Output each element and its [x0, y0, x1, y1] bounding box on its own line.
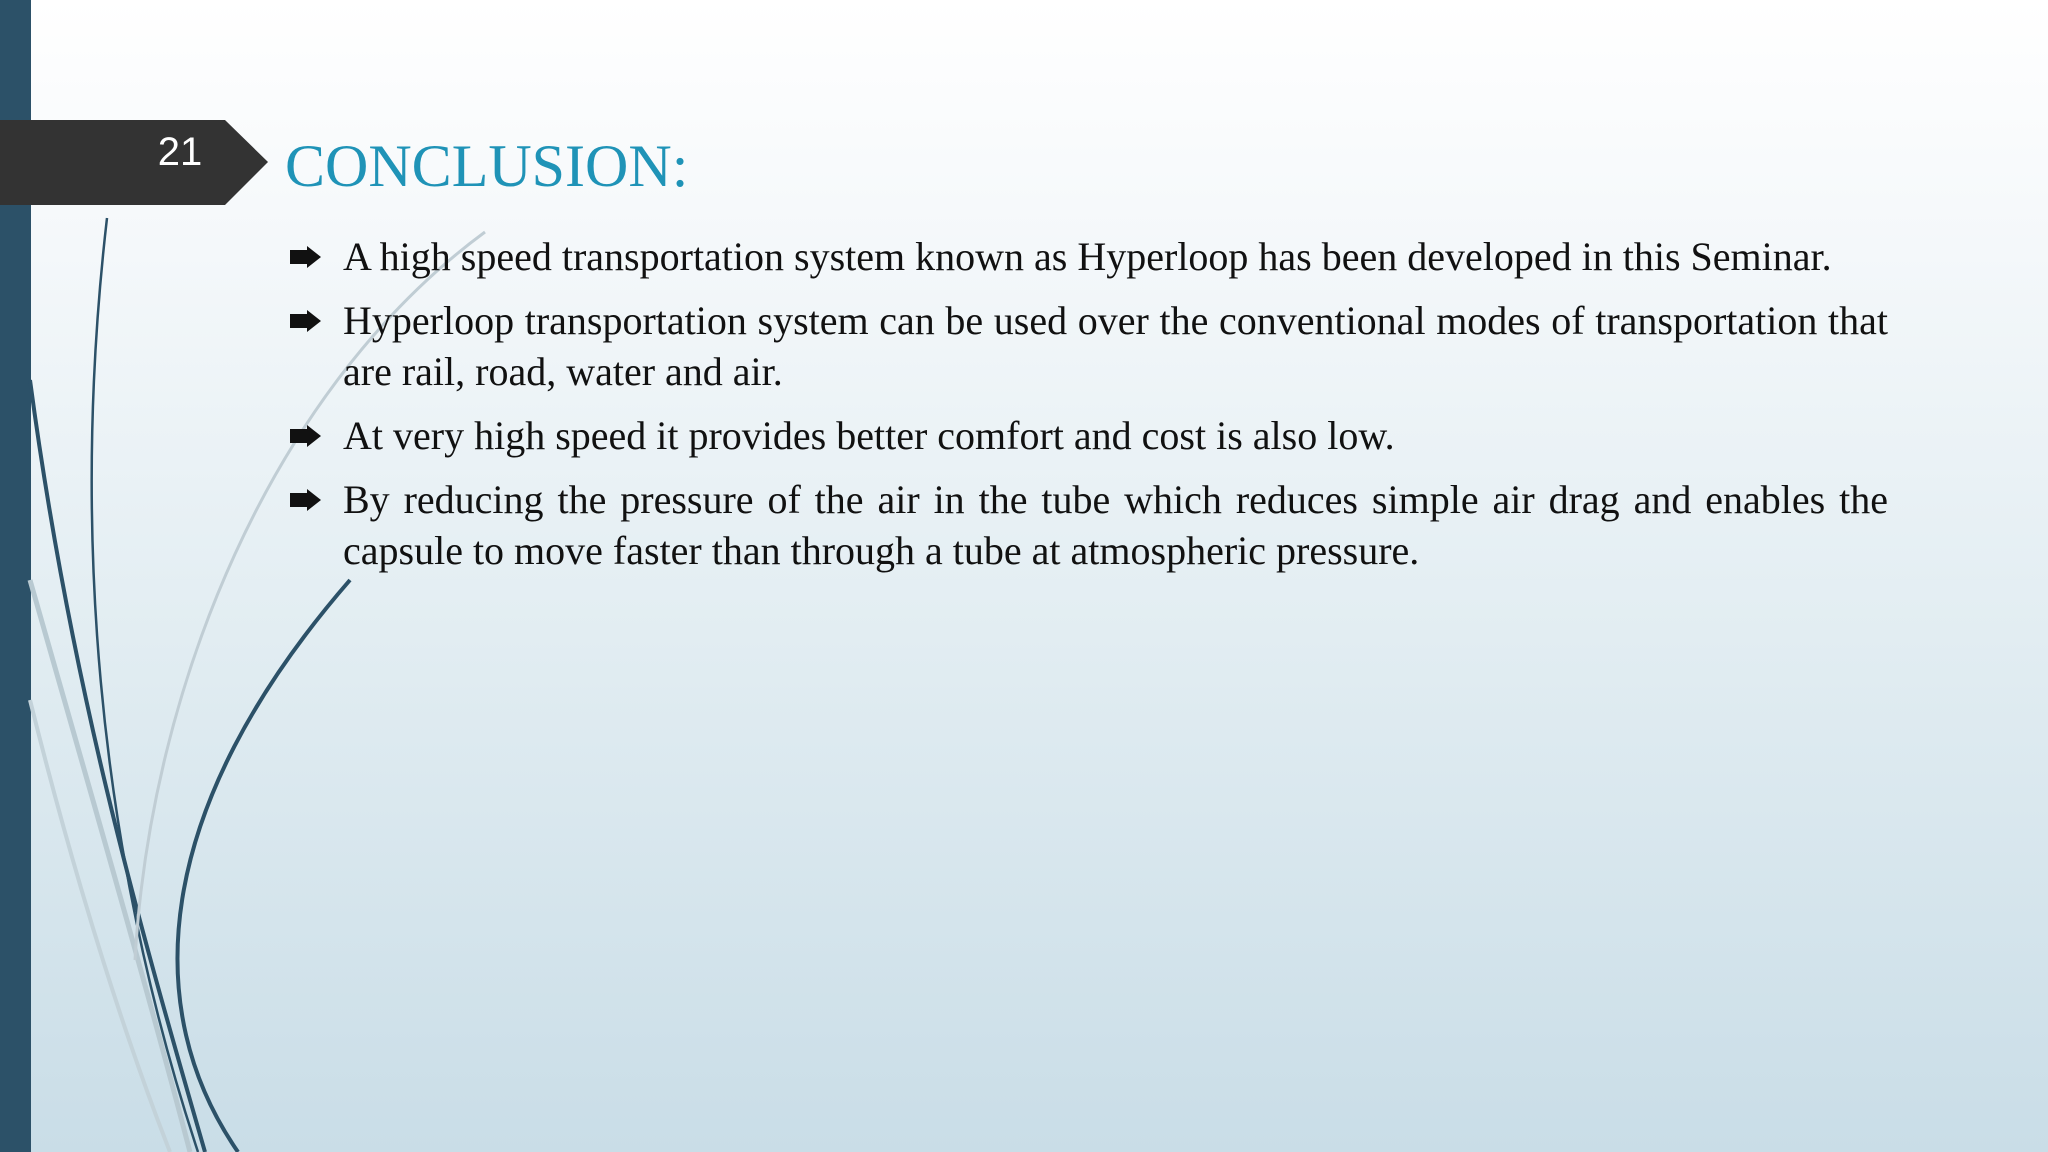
right-arrow-bullet-icon [287, 489, 323, 511]
bullet-text-3: At very high speed it provides better comfort and cost is also low. [343, 413, 1395, 458]
bullet-text-1: A high speed transportation system known as Hyperloop has been developed in this Seminar. [343, 234, 1832, 279]
right-arrow-bullet-icon [287, 246, 323, 268]
decorative-curve-dark-left [30, 380, 205, 1152]
slide-title: CONCLUSION: [285, 133, 689, 199]
right-arrow-bullet-icon [287, 310, 323, 332]
bullet-list [285, 231, 1888, 589]
bullet-text-2: Hyperloop transportation system can be used over the conventional modes of transportation that are rail, road, water and air. [343, 298, 1888, 394]
bullet-item-3 [285, 410, 1888, 461]
bullet-item-4 [285, 474, 1888, 576]
slide-number-tab [0, 120, 268, 205]
slide-number-tab-shape [0, 120, 268, 205]
right-arrow-bullet-icon [287, 425, 323, 447]
slide-number: 21 [157, 130, 203, 174]
bullet-text-4: By reducing the pressure of the air in the tube which reduces simple air drag and enables the capsule to move faster than through a tube at atmospheric pressure. [343, 477, 1888, 573]
decorative-curve-dark-right [177, 580, 350, 1152]
bullet-item-2 [285, 295, 1888, 397]
decorative-curve-light-inner [30, 580, 190, 1152]
bullet-item-1 [285, 231, 1888, 282]
